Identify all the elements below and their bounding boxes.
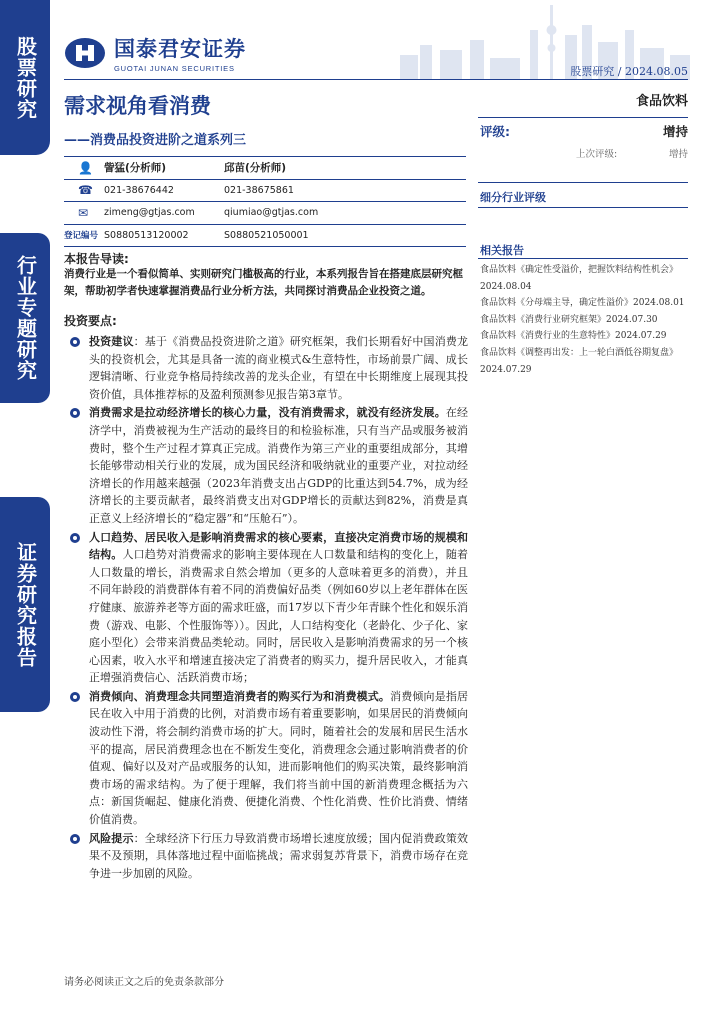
header-divider (64, 79, 688, 80)
key-point-bold: 风险提示 (89, 831, 134, 845)
key-point-text: 人口趋势对消费需求的影响主要体现在人口数量和结构的变化上，随着人口数量的增长，消费需求自然会增加（更多的人意味着更多的消费），并且不同年龄段的消费群体有着不同的消费偏好品类（例如60岁以上老年群体在医疗健康、旅游养老等方面的需求旺盛，而17岁以下青少年青睐个性化和娱乐消费（游戏、电影、个性服饰等））。因此，人口结构变化（老龄化、少子化、家庭小型化）会带来消费品类轮动。同时，居民收入是影响消费需求的另一个核心因素，收入水平和增速直接决定了消费者的购买力，提升居民收入，才能真正增强消费信心、活跃消费市场； (89, 548, 469, 685)
analyst-2-phone: 021-38675861 (224, 184, 294, 196)
key-point-text: ：基于《消费品投资进阶之道》研究框架，我们长期看好中国消费龙头的投资机会，尤其是具备一流的商业模式&生意特性，市场前景广阔、成长逻辑清晰、行业竞争格局持续改善的龙头企业，有望在中长期维度上展现其投资价值，具体推荐标的及盈利预测参见报告第3章节。 (89, 335, 469, 401)
rating-divider-top (478, 117, 688, 118)
logo-text-en: GUOTAI JUNAN SECURITIES (114, 64, 235, 73)
key-point (64, 830, 468, 883)
related-report-link[interactable]: 食品饮料《消费行业的生意特性》2024.07.29 (480, 331, 667, 342)
rating-value: 增持 (662, 124, 688, 139)
bullet-icon (70, 337, 80, 347)
guide-heading: 本报告导读: (64, 252, 129, 266)
key-point (64, 529, 468, 687)
related-divider (478, 258, 688, 259)
key-point-text: 消费倾向是指居民在收入中用于消费的比例，对消费市场有着重要影响，如果居民的消费倾向波动性下滑，将会制约消费市场的扩大。同时，随着社会的发展和居民生活水平的提高，居民消费理念也在不断发生变化，消费理念会通过影响消费者的价值观、偏好以及对产品或服务的认知，进而影响他们的购买决策，最终影响消费市场的需求结构。为了便于理解，我们将当前中国的新消费理念概括为六点：新国货崛起、健康化消费、便捷化消费、个性化消费、性价比消费、情绪价值消费。 (89, 689, 469, 827)
related-report-link[interactable]: 食品饮料《确定性受溢价，把握饮料结构性机会》2024.08.04 (480, 265, 679, 292)
related-reports-heading: 相关报告 (480, 244, 524, 257)
guide-text: 消费行业是一个看似简单、实则研究门槛极高的行业，本系列报告旨在搭建底层研究框架，帮助初学者快速掌握消费品行业分析方法，共同探讨消费品企业投资之道。 (64, 268, 463, 297)
bullet-icon (70, 533, 80, 543)
key-point-bold: 消费倾向、消费理念共同塑造消费者的购买行为和消费模式。 (89, 689, 391, 703)
disclaimer-footer: 请务必阅读正文之后的免责条款部分 (64, 977, 224, 988)
related-reports-list (480, 262, 690, 378)
key-point-text: ：全球经济下行压力导致消费市场增长速度放缓；国内促消费政策效果不及预期，具体落地过程中面临挑战；需求弱复苏背景下，消费市场存在竞争进一步加剧的风险。 (89, 831, 469, 880)
rating-label: 评级: (480, 124, 510, 139)
prev-rating-value: 增持 (668, 149, 688, 160)
analyst-2-cert: S0880521050001 (224, 229, 309, 241)
key-point (64, 688, 468, 829)
key-point (64, 333, 468, 403)
key-points-heading: 投资要点: (64, 314, 117, 328)
side-tab-stock-research: 股票研究 (0, 0, 50, 155)
related-report-link[interactable]: 食品饮料《分母端主导，确定性溢价》2024.08.01 (480, 298, 685, 309)
analyst-1-cert: S0880513120002 (104, 229, 189, 241)
key-point-bold: 消费需求是拉动经济增长的核心力量，没有消费需求，就没有经济发展。 (89, 406, 446, 420)
industry-label: 食品饮料 (635, 94, 688, 109)
analyst-2-email[interactable]: qiumiao@gtjas.com (224, 207, 319, 219)
report-type-date: 股票研究 / 2024.08.05 (570, 65, 688, 78)
email-icon: ✉ (78, 205, 89, 220)
analyst-2-name: 邱苗(分析师) (224, 162, 287, 175)
related-report-link[interactable]: 食品饮料《调整再出发：上一轮白酒低谷期复盘》2024.07.29 (480, 347, 679, 375)
related-report-link[interactable]: 食品饮料《消费行业研究框架》2024.07.30 (480, 314, 658, 325)
prev-rating-label: 上次评级: (576, 149, 618, 160)
analyst-1-name: 訾猛(分析师) (104, 162, 167, 175)
person-icon: 👤 (78, 160, 93, 175)
logo-text-cn: 国泰君安证券 (114, 37, 246, 61)
analyst-1-email[interactable]: zimeng@gtjas.com (104, 207, 195, 219)
key-points-list (64, 333, 468, 883)
key-point (64, 404, 468, 527)
side-tab-industry-research: 行业专题研究 (0, 233, 50, 403)
phone-icon: ☎ (78, 183, 93, 198)
side-tab-securities-report: 证券研究报告 (0, 497, 50, 712)
analyst-1-phone: 021-38676442 (104, 184, 174, 196)
analyst-table (64, 156, 466, 247)
key-point-bold: 人口趋势、居民收入是影响消费需求的核心要素，直接决定消费市场的规模和结构。 (89, 530, 468, 562)
sub-industry-rating-label: 细分行业评级 (480, 191, 546, 204)
rating-divider-mid (478, 182, 688, 183)
report-subtitle: ——消费品投资进阶之道系列三 (64, 133, 247, 148)
key-point-text: 在经济学中，消费被视为生产活动的最终目的和检验标准，只有当产品或服务被消费时，整个生产过程才算真正完成。消费作为第三产业的重要组成部分，其增长能够带动相关行业的发展，成为国民经济和吸纳就业的重要产业，对拉动经济增长的作用越来越强（2023年消费支出占GDP的比重达到54.7%，成为经济增长的主要贡献者，最终消费支出对GDP增长的贡献达到82%，消费是真正意义上经济增长的“稳定器”和“压舱石”）。 (89, 406, 469, 525)
key-point-bold: 投资建议 (89, 335, 134, 348)
bullet-icon (70, 692, 80, 702)
rating-divider-bottom (478, 207, 688, 208)
cert-label: 登记编号 (64, 231, 99, 242)
rating-block (480, 122, 688, 160)
logo-icon (64, 37, 106, 69)
bullet-icon (70, 408, 80, 418)
bullet-icon (70, 834, 80, 844)
company-logo (64, 33, 246, 73)
report-title: 需求视角看消费 (64, 94, 211, 118)
